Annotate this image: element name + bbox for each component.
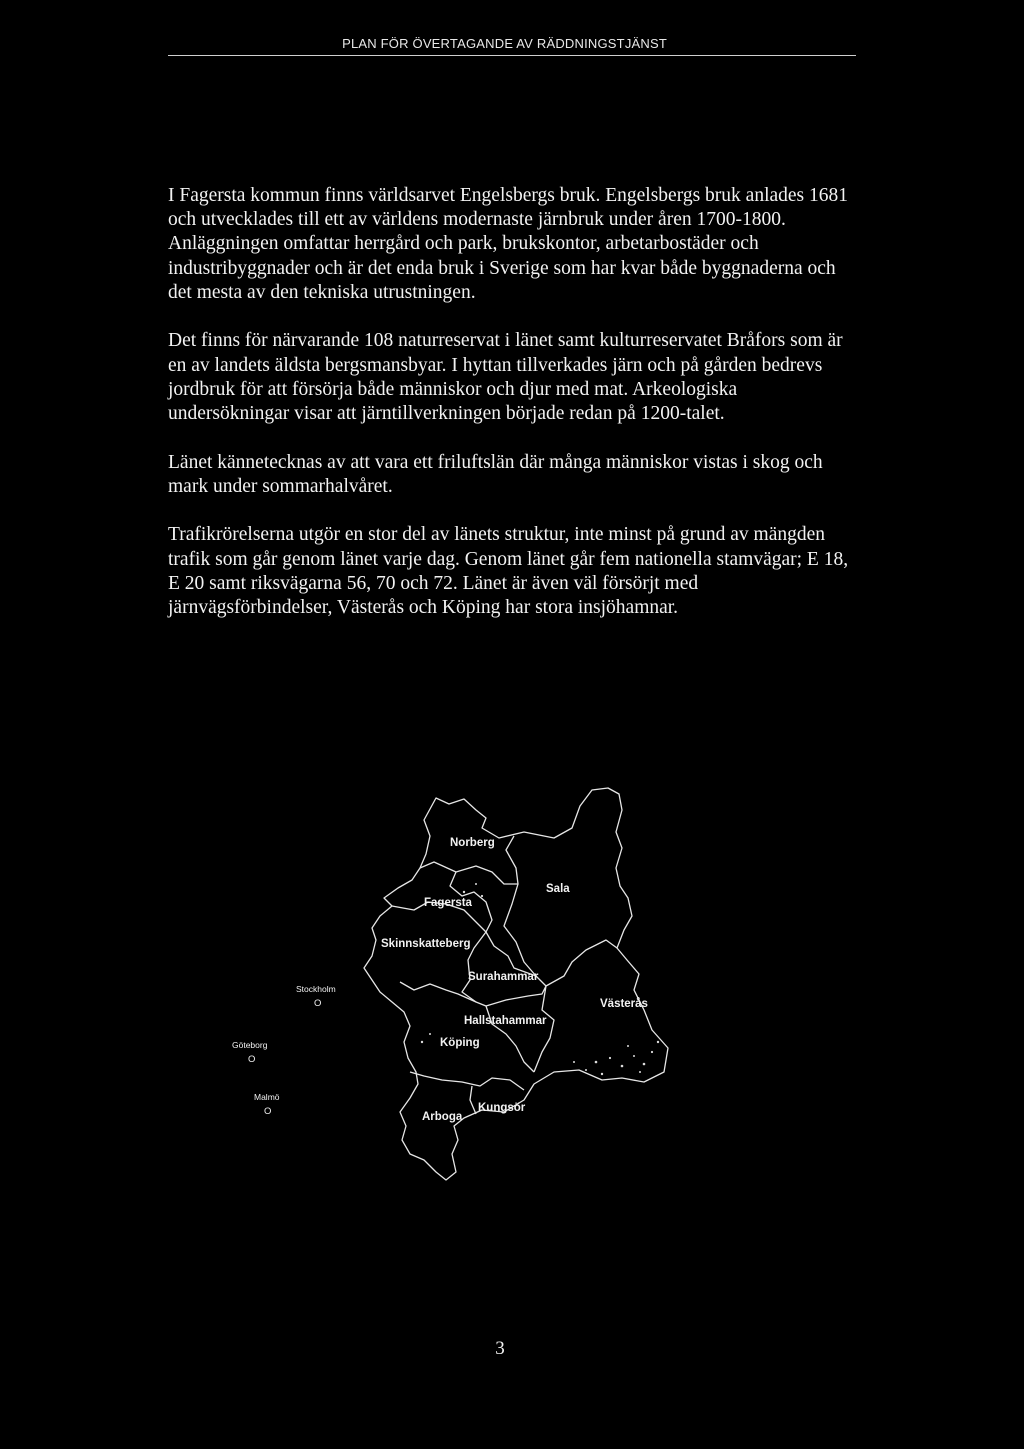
paragraph-nature-reserves: Det finns för närvarande 108 naturreservat i länet samt kulturreservatet Bråfors som är en av landets äldsta bergsmansbyar. I hyttan tillverkades järn och på gården bedrevs jordbruk för att försörja både människor och djur med mat. Arkeologiska undersökningar visar att järntillverkningen började redan på 1200-talet. <box>168 330 843 425</box>
paragraph-outdoor-life: Länet kännetecknas av att vara ett friluftslän där många människor vistas i skog och mark under sommarhalvåret. <box>168 451 823 497</box>
paragraph-world-heritage: I Fagersta kommun finns världsarvet Engelsbergs bruk. Engelsbergs bruk anlades 1681 och utvecklades till ett av världens modernaste järnbruk under åren 1700-1800. Anläggningen omfattar herrgård och park, brukskontor, arbetarbostäder och industribyggnader och är det enda bruk i Sverige som har kvar både byggnaderna och det mesta av den tekniska utrustningen. <box>168 185 849 303</box>
label-sala: Sala <box>546 883 570 895</box>
label-malmo: Malmö <box>254 1092 280 1102</box>
body-text <box>168 184 858 645</box>
page-number: 3 <box>495 1338 505 1359</box>
label-kungsor: Kungsör <box>478 1102 526 1114</box>
border-koping-arboga <box>410 1072 524 1090</box>
label-hallstahammar: Hallstahammar <box>464 1015 547 1027</box>
marker-goteborg: O <box>248 1054 256 1065</box>
label-stockholm: Stockholm <box>296 984 336 994</box>
county-outline <box>364 788 668 1180</box>
border-koping-north <box>400 982 486 1006</box>
label-skinnskatteberg: Skinnskatteberg <box>381 938 471 950</box>
county-borders <box>364 788 668 1180</box>
border-arboga-kungsor <box>470 1086 476 1114</box>
marker-malmo: O <box>264 1106 272 1117</box>
label-fagersta: Fagersta <box>424 897 472 909</box>
paragraph-traffic: Trafikrörelserna utgör en stor del av länets struktur, inte minst på grund av mängden trafik som går genom länet varje dag. Genom länet går fem nationella stamvägar; E 18, E 20 samt riksvägarna 56, 70 och 72. Länet är även väl försörjt med järnvägsförbindelser, Västerås och Köping har stora insjöhamnar. <box>168 524 849 619</box>
label-surahammar: Surahammar <box>468 971 539 983</box>
running-header <box>168 36 856 51</box>
marker-stockholm: O <box>314 998 322 1009</box>
border-hallstahammar <box>486 986 554 1072</box>
label-goteborg: Göteborg <box>232 1040 268 1050</box>
border-skinnskatteberg-surahammar <box>486 932 536 976</box>
label-norberg: Norberg <box>450 837 495 849</box>
label-vasteras: Västerås <box>600 998 648 1010</box>
border-vasteras-north <box>546 940 617 986</box>
header-title: PLAN FÖR ÖVERTAGANDE AV RÄDDNINGSTJÄNST <box>342 36 667 51</box>
label-koping: Köping <box>440 1037 480 1049</box>
county-map <box>224 780 684 1200</box>
header-rule <box>168 55 856 56</box>
label-arboga: Arboga <box>422 1111 463 1123</box>
